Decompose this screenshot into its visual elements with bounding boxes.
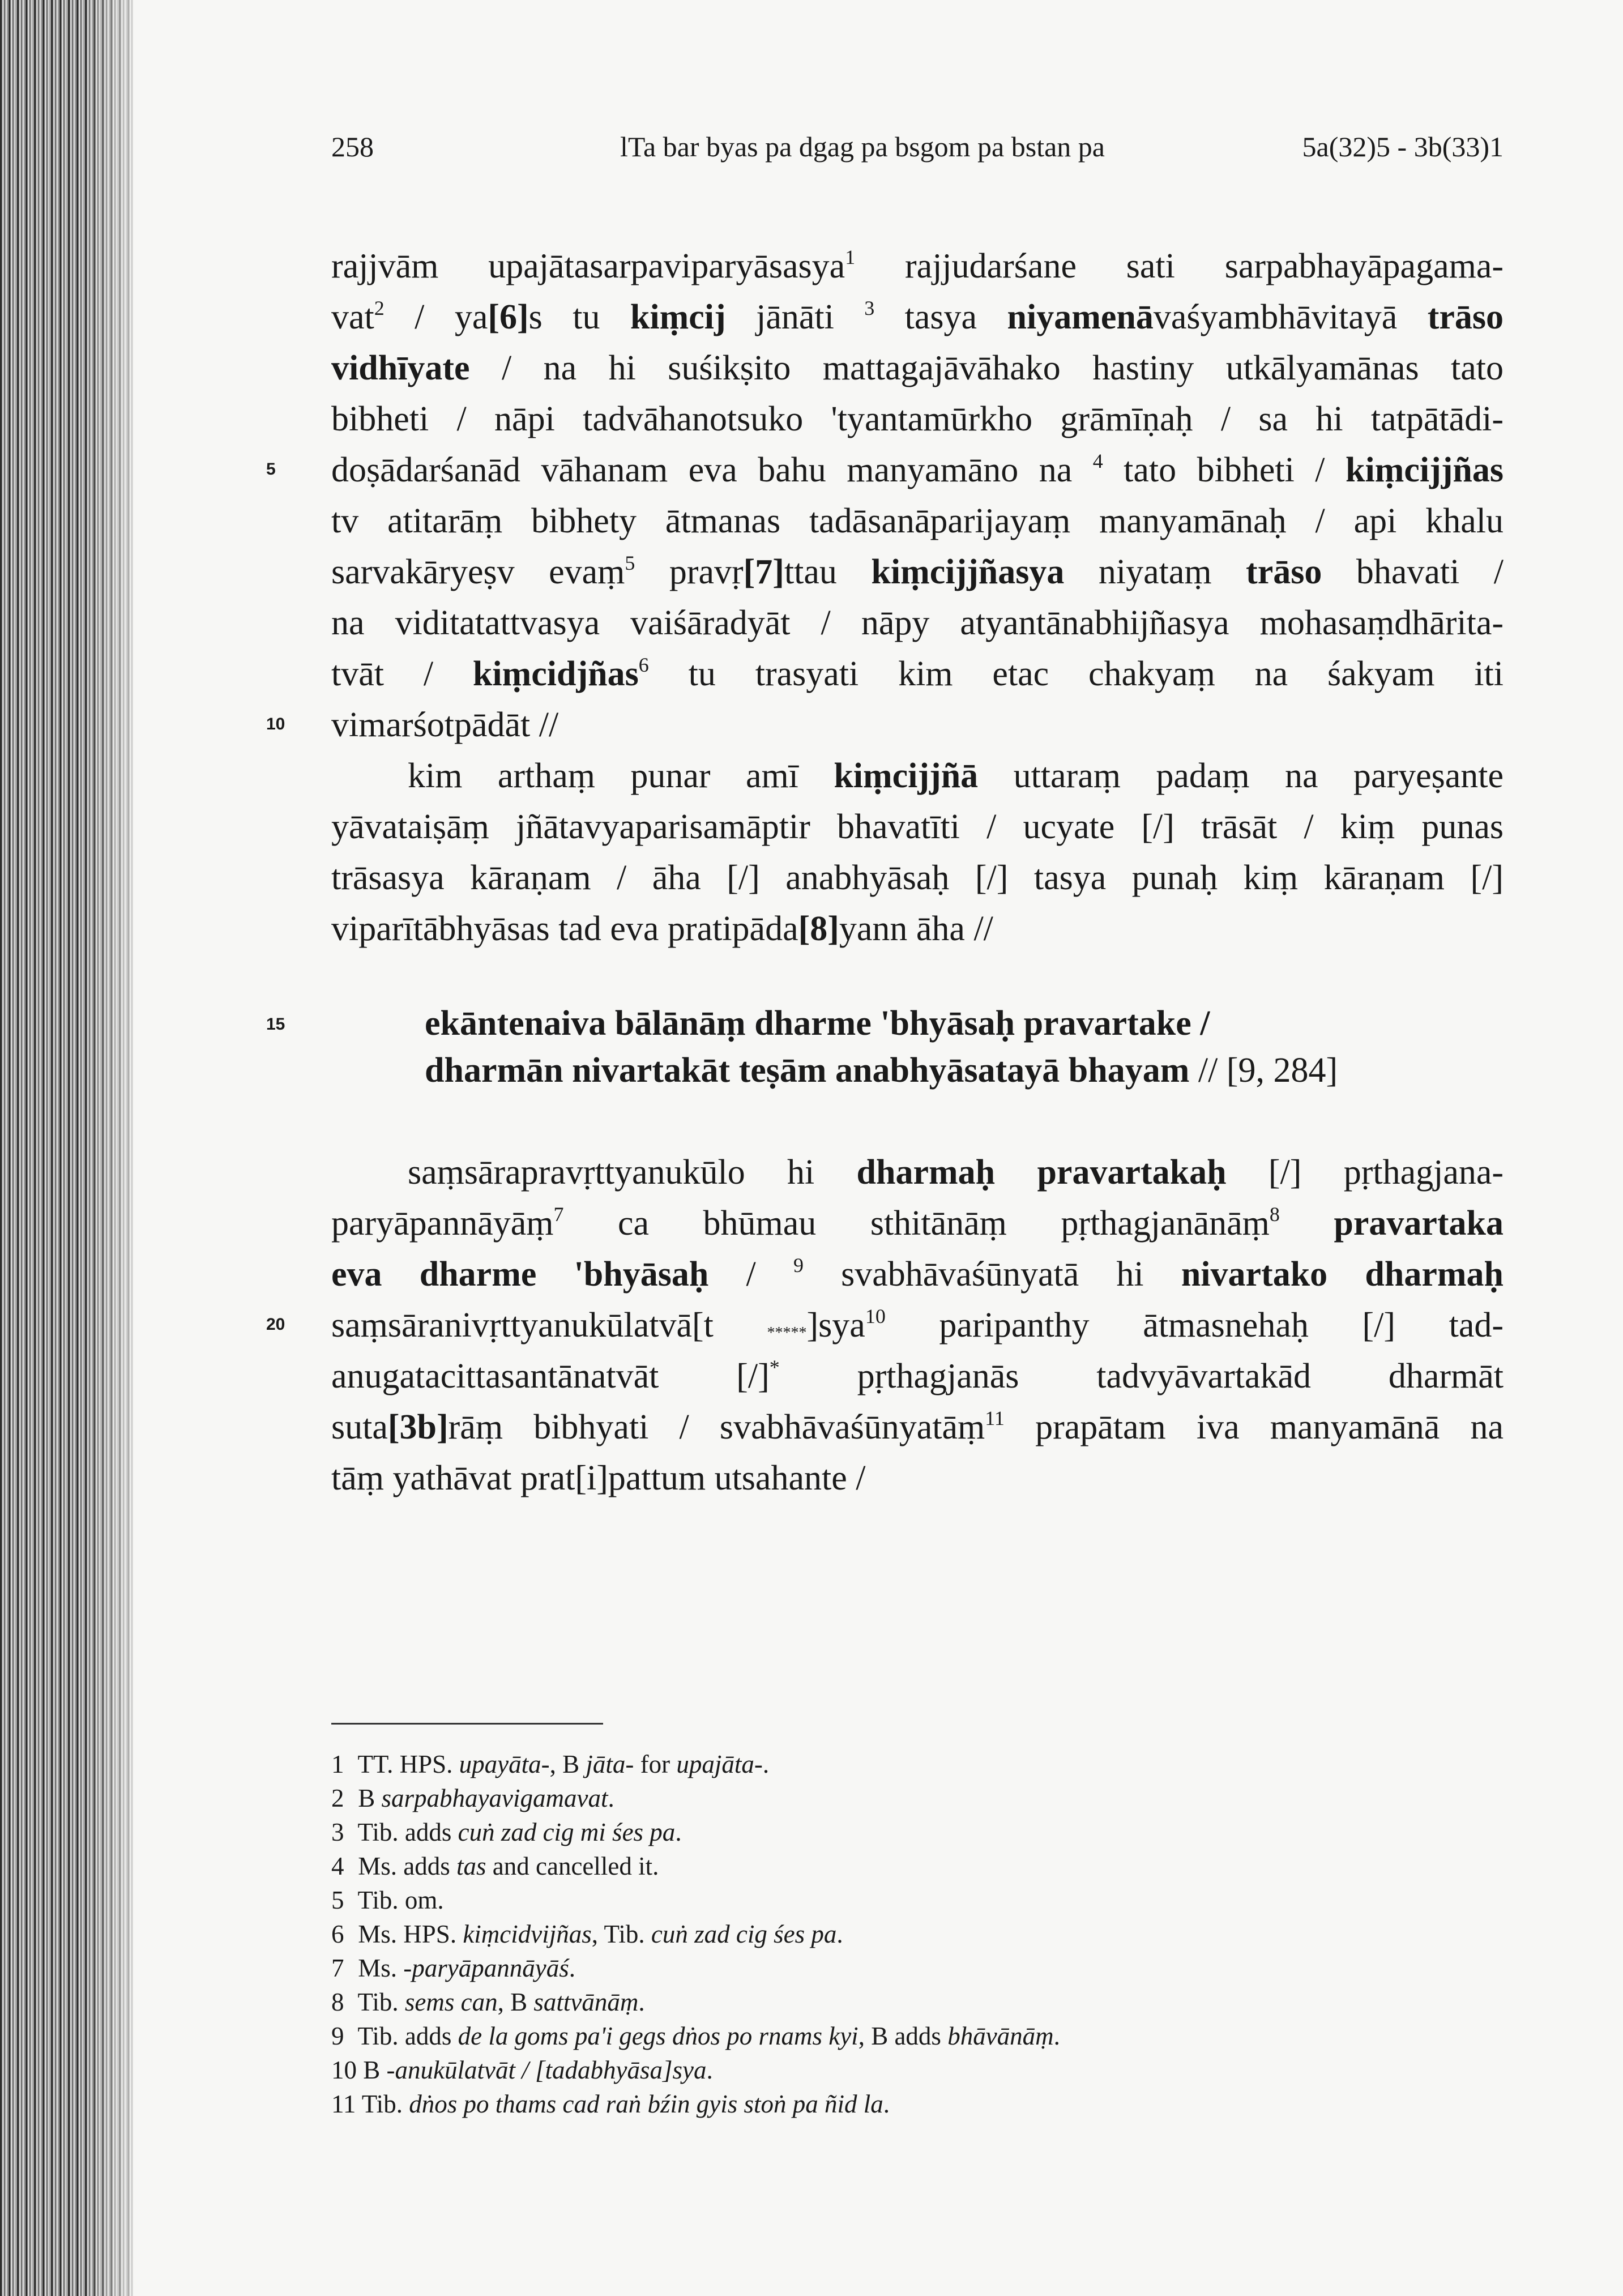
text-line: paryāpannāyāṃ$^7$ ca bhūmau sthitānāṃ pṛthagjanānāṃ$^8$ pravartaka (331, 1203, 1504, 1243)
folio-reference: 5a(32)5 - 3b(33)1 (1302, 131, 1504, 163)
footnote (331, 2087, 1504, 2121)
text-line: suta[3b]rāṃ bibhyati / svabhāvaśūnyatāṃ$^{11}$ prapātam iva manyamānā na (331, 1407, 1504, 1446)
text-line: anugatacittasantānatvāt [/]* pṛthagjanās tadvyāvartakād dharmāt (331, 1356, 1504, 1395)
verse-line: ekāntenaiva bālānāṃ dharme 'bhyāsaḥ pravartake / (425, 1004, 1210, 1043)
footnote-number: 3 (331, 1818, 344, 1846)
text-line: tāṃ yathāvat prat[i]pattum utsahante / (331, 1459, 866, 1497)
footnote-text: Ms. adds tas and cancelled it. (358, 1852, 659, 1880)
footnote-text: B -anukūlatvāt / [tadabhyāsa]sya. (363, 2056, 713, 2084)
footnote-number: 6 (331, 1920, 344, 1948)
text-line: trāsasya kāraṇam / āha [/] anabhyāsaḥ [/] tasya punaḥ kiṃ kāraṇam [/] (331, 859, 1504, 897)
page-number: 258 (331, 131, 374, 163)
footnote-number: 9 (331, 2022, 344, 2050)
line-number-5: 5 (266, 460, 276, 479)
text-line: rajjvām upajātasarpaviparyāsasya$^1$ rajjudarśane sati sarpabhayāpagama- (331, 246, 1504, 285)
footnote-text: Tib. om. (357, 1886, 444, 1914)
footnote-number: 5 (331, 1886, 344, 1914)
footnote-number: 1 (331, 1750, 344, 1778)
running-header (331, 130, 1504, 176)
footnote-text: Ms. -paryāpannāyāś. (358, 1954, 575, 1982)
text-line: vat$^2$ / ya[6]s tu kiṃcij jānāti $^3$ tasya niyamenāvaśyambhāvitayā trāso (331, 297, 1504, 336)
text-line: bibheti / nāpi tadvāhanotsuko 'tyantamūrkho grāmīṇaḥ / sa hi tatpātādi- (331, 400, 1504, 438)
footnote (331, 1849, 1504, 1883)
footnote-number: 2 (331, 1784, 344, 1812)
text-line: eva dharme 'bhyāsaḥ / $^9$ svabhāvaśūnyatā hi nivartako dharmaḥ (331, 1254, 1504, 1294)
footnote (331, 1781, 1504, 1815)
footnote-number: 11 (331, 2090, 356, 2118)
text-line: tv atitarāṃ bibhety ātmanas tadāsanāparijayaṃ manyamānaḥ / api khalu (331, 502, 1504, 540)
footnote-text: TT. HPS. upayāta-, B jāta- for upajāta-. (357, 1750, 770, 1778)
footnote-number: 4 (331, 1852, 344, 1880)
footnote (331, 2053, 1504, 2087)
footnote-text: B sarpabhayavigamavat. (358, 1784, 614, 1812)
footnote-separator (331, 1723, 603, 1725)
footnote (331, 1951, 1504, 1985)
line-number-20: 20 (266, 1315, 285, 1334)
footnote (331, 1883, 1504, 1917)
text-line: vimarśotpādāt // (331, 706, 559, 744)
book-spine-shadow (85, 0, 153, 2296)
text-line: vidhīyate / na hi suśikṣito mattagajāvāhako hastiny utkālyamānas tato (331, 349, 1504, 387)
footnote-number: 8 (331, 1988, 344, 2016)
footnote-text: Tib. sems can, B sattvānāṃ. (357, 1988, 645, 2016)
footnote-text: Ms. HPS. kiṃcidvijñas, Tib. cuṅ zad cig śes pa. (358, 1920, 843, 1948)
text-line: saṃsāranivṛttyanukūlatvā[t *****]sya$^{10}$ paripanthy ātmasnehaḥ [/] tad- (331, 1305, 1504, 1345)
running-title: lTa bar byas pa dgag pa bsgom pa bstan pa (620, 131, 1105, 163)
footnote-number: 10 (331, 2056, 357, 2084)
footnote-number: 7 (331, 1954, 344, 1982)
text-line: viparītābhyāsas tad eva pratipāda[8]yann āha // (331, 910, 993, 948)
text-line: saṃsārapravṛttyanukūlo hi dharmaḥ pravartakaḥ [/] pṛthagjana- (408, 1153, 1504, 1192)
text-line: na viditatattvasya vaiśāradyāt / nāpy atyantānabhijñasya mohasaṃdhārita- (331, 604, 1504, 642)
footnote-text: Tib. dṅos po thams cad raṅ bźin gyis stoṅ pa ñid la. (361, 2090, 890, 2118)
text-line: kim arthaṃ punar amī kiṃcijjñā uttaraṃ padaṃ na paryeṣante (408, 757, 1504, 795)
line-number-15: 15 (266, 1015, 285, 1034)
footnote-text: Tib. adds de la goms pa'i gegs dṅos po rnams kyi, B adds bhāvānāṃ. (357, 2022, 1060, 2050)
text-line: tvāt / kiṃcidjñas$^6$ tu trasyati kim etac chakyaṃ na śakyam iti (331, 654, 1504, 693)
footnote (331, 1985, 1504, 2019)
footnote-text: Tib. adds cuṅ zad cig mi śes pa. (357, 1818, 682, 1846)
footnote (331, 2019, 1504, 2053)
text-line: sarvakāryeṣv evaṃ$^5$ pravṛ[7]ttau kiṃcijjñasya niyataṃ trāso bhavati / (331, 552, 1504, 591)
footnote (331, 1815, 1504, 1849)
line-number-10: 10 (266, 715, 285, 733)
verse-line: dharmān nivartakāt teṣām anabhyāsatayā bhayam // [9, 284] (425, 1051, 1338, 1090)
text-line: doṣādarśanād vāhanam eva bahu manyamāno na $^4$ tato bibheti / kiṃcijjñas (331, 450, 1504, 489)
footnote (331, 1917, 1504, 1951)
footnote (331, 1747, 1504, 1781)
text-line: yāvataiṣāṃ jñātavyaparisamāptir bhavatīti / ucyate [/] trāsāt / kiṃ punas (331, 808, 1504, 846)
